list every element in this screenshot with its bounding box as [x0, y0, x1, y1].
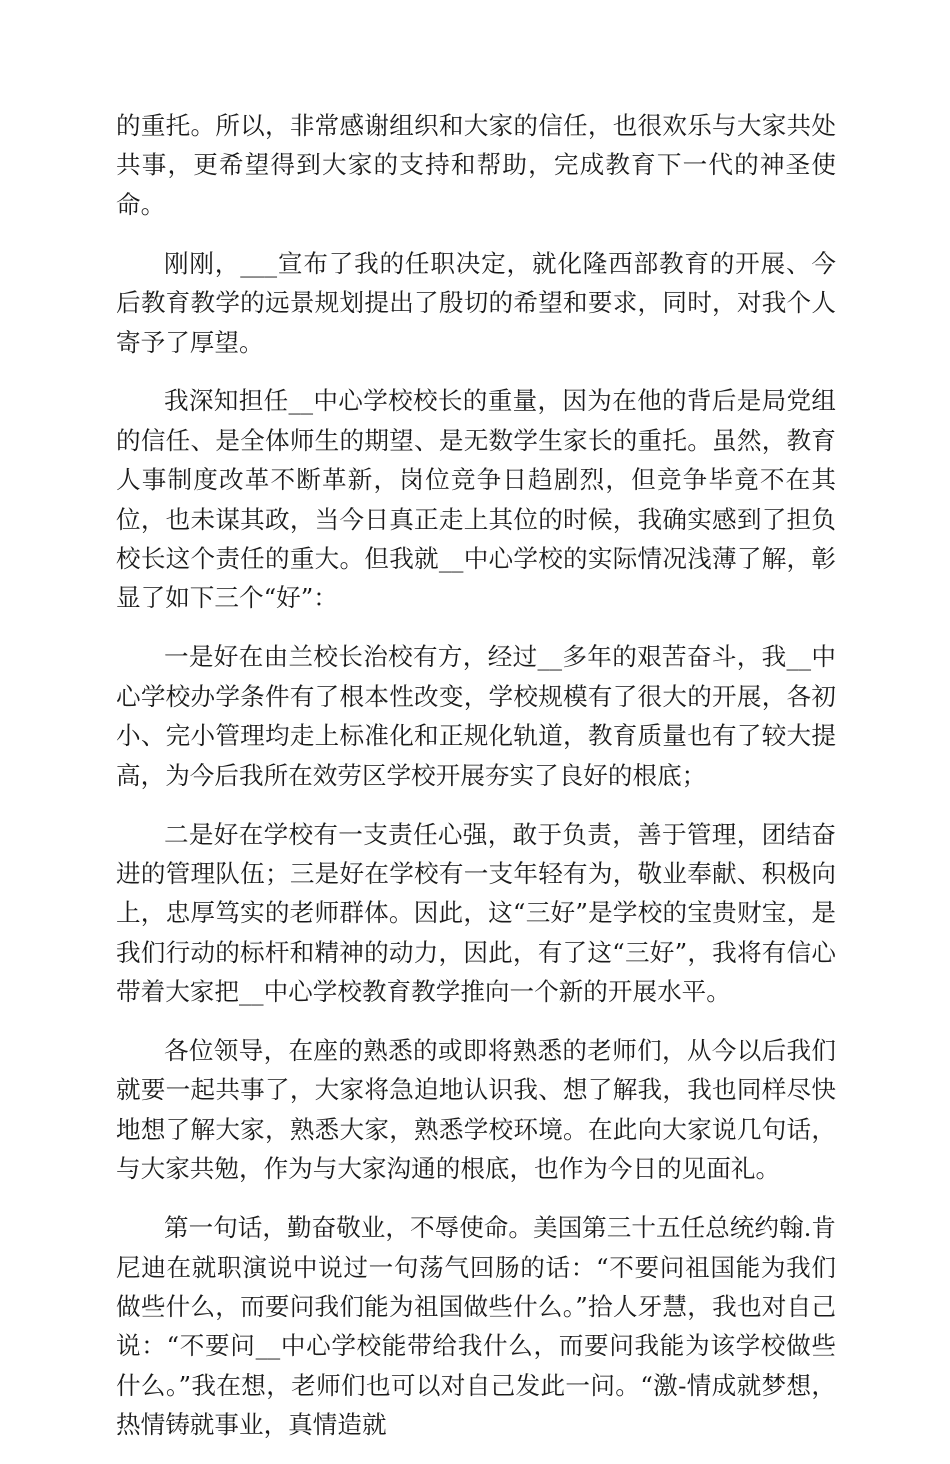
document-body — [116, 106, 836, 1464]
paragraph-appointment: 刚刚，___宣布了我的任职决定，就化隆西部教育的开展、今后教育教学的远景规划提出了殷切的希望和要求，同时，对我个人寄予了厚望。 — [116, 248, 836, 357]
paragraph-address-teachers: 各位领导，在座的熟悉的或即将熟悉的老师们，从今以后我们就要一起共事了，大家将急迫地认识我、想了解我，我也同样尽快地想了解大家，熟悉大家，熟悉学校环境。在此向大家说几句话，与大家共勉，作为与大家沟通的根底，也作为今日的见面礼。 — [116, 1036, 836, 1184]
paragraph-second-third-good: 二是好在学校有一支责任心强，敢于负责，善于管理，团结奋进的管理队伍；三是好在学校有一支年轻有为，敬业奉献、积极向上，忠厚笃实的老师群体。因此，这“三好”是学校的宝贵财宝，是我们行动的标杆和精神的动力，因此，有了这“三好”，我将有信心带着大家把__中心学校教育教学推向一个新的开展水平。 — [116, 819, 836, 1007]
paragraph-first-sentence: 第一句话，勤奋敬业，不辱使命。美国第三十五任总统约翰.肯尼迪在就职演说中说过一句荡气回肠的话：“不要问祖国能为我们做些什么，而要问我们能为祖国做些什么。”拾人牙慧，我也对自己说：“不要问__中心学校能带给我什么，而要问我能为该学校做些什么。”我在想，老师们也可以对自己发此一问。“激-情成就梦想，热情铸就事业，真情造就 — [116, 1213, 836, 1440]
paragraph-responsibility: 我深知担任__中心学校校长的重量，因为在他的背后是局党组的信任、是全体师生的期望、是无数学生家长的重托。虽然，教育人事制度改革不断革新，岗位竞争日趋剧烈，但竞争毕竟不在其位，也未谋其政，当今日真正走上其位的时候，我确实感到了担负校长这个责任的重大。但我就__中心学校的实际情况浅薄了解，彰显了如下三个“好”： — [116, 386, 836, 613]
paragraph-continuation: 的重托。所以，非常感谢组织和大家的信任，也很欢乐与大家共处共事，更希望得到大家的支持和帮助，完成教育下一代的神圣使命。 — [116, 111, 836, 219]
paragraph-first-good: 一是好在由兰校长治校有方，经过__多年的艰苦奋斗，我__中心学校办学条件有了根本性改变，学校规模有了很大的开展，各初小、完小管理均走上标准化和正规化轨道，教育质量也有了较大提高，为今后我所在效劳区学校开展夯实了良好的根底； — [116, 642, 836, 790]
